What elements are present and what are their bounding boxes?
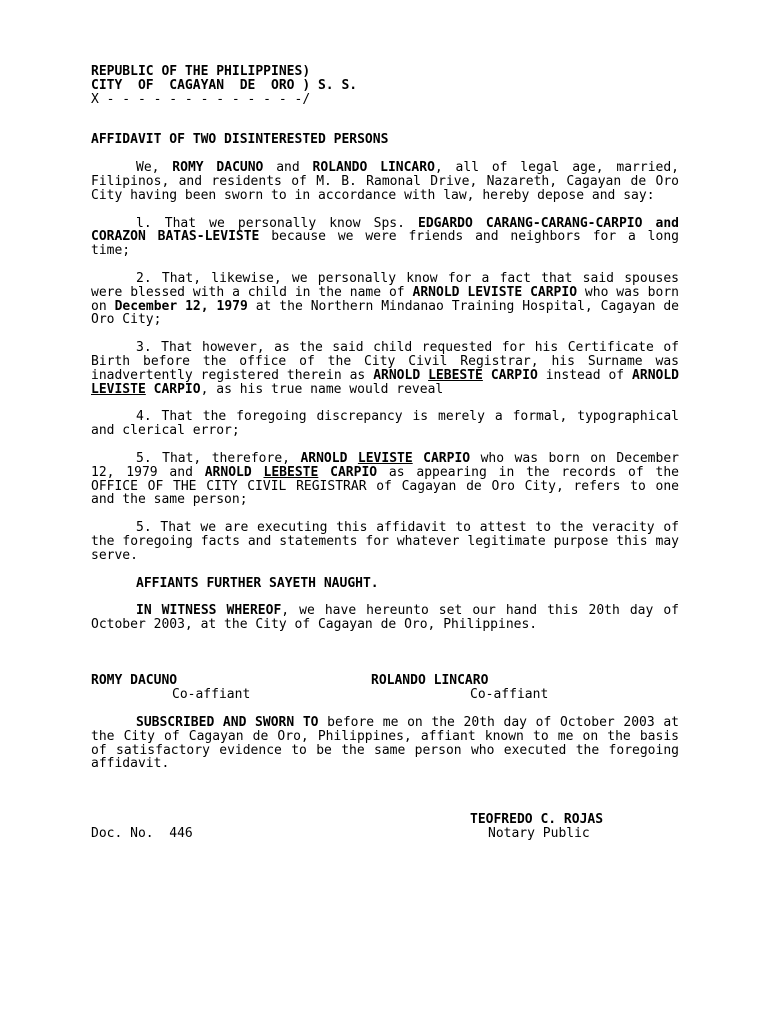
intro-paragraph: We, ROMY DACUNO and ROLANDO LINCARO, all of legal age, married, Filipinos, and residents of M. B. Ramonal Drive, Nazareth, Cagayan de Oro City having been sworn to in accordance with law, hereby depose and say:: [91, 160, 679, 203]
signatory-1-role: Co-affiant: [172, 686, 251, 702]
notary-block: [91, 813, 679, 841]
parents-names: EDGARDO CARANG-CARANG-CARPIO and CORAZON BATAS-LEVISTE: [91, 215, 680, 245]
true-name: ARNOLD LEVISTE CARPIO: [91, 367, 680, 397]
signatory-2-name: ROLANDO LINCARO: [371, 672, 489, 688]
paragraph-5: 5. That, therefore, ARNOLD LEVISTE CARPIO who was born on December 12, 1979 and ARNOLD LEBESTE CARPIO as appearing in the records of the OFFICE OF THE CITY CIVIL REGISTRAR of Cagayan de Oro City, refers to one and the same person;: [91, 450, 679, 508]
registered-name-2: ARNOLD LEBESTE CARPIO: [204, 464, 378, 480]
paragraph-1: l. That we personally know Sps. EDGARDO CARANG-CARANG-CARPIO and CORAZON BATAS-LEVISTE because we were friends and neighbors for a long time;: [91, 215, 680, 259]
notary-name: TEOFREDO C. ROJAS: [470, 812, 604, 828]
paragraph-4: 4. That the foregoing discrepancy is merely a formal, typographical and clerical error;: [91, 409, 679, 439]
header-line-3: X - - - - - - - - - - - - -/: [91, 91, 311, 107]
affiant-name-1: ROMY DACUNO: [172, 160, 264, 176]
document-title: AFFIDAVIT OF TWO DISINTERESTED PERSONS: [91, 132, 389, 148]
notary-title: Notary Public: [488, 826, 590, 842]
signatory-1-name: ROMY DACUNO: [91, 672, 178, 688]
paragraph-3: 3. That however, as the said child requested for his Certificate of Birth before the office of the City Civil Registrar, his Surname was inadvertently registered therein as ARNOLD LEBESTE CARPIO instead of ARNOLD LEVISTE CARPIO, as his true name would reveal: [91, 340, 680, 397]
paragraph-2: 2. That, likewise, we personally know for a fact that said spouses were blessed with a child in the name of ARNOLD LEVISTE CARPIO who was born on December 12, 1979 at the Northern Mindanao Training Hospital, Cagayan de Oro City;: [91, 270, 679, 328]
registered-name: ARNOLD LEBESTE CARPIO: [373, 367, 538, 383]
witness-paragraph: IN WITNESS WHEREOF, we have hereunto set our hand this 20th day of October 2003, at the City of Cagayan de Oro, Philippines.: [91, 603, 679, 633]
signature-block: [91, 674, 679, 702]
signatory-2-role: Co-affiant: [470, 686, 549, 702]
true-name-2: ARNOLD LEVISTE CARPIO: [300, 450, 471, 466]
jurat-paragraph: SUBSCRIBED AND SWORN TO before me on the 20th day of October 2003 at the City of Cagayan de Oro, Philippines, affiant known to me on the basis of satisfactory evidence to be the same person who executed the foregoing affidavit.: [91, 714, 680, 772]
doc-number: Doc. No. 446: [91, 826, 193, 842]
affidavit-body: [91, 65, 679, 841]
header-line-1: REPUBLIC OF THE PHILIPPINES): [91, 64, 311, 79]
header-line-2: CITY OF CAGAYAN DE ORO ) S. S.: [91, 77, 358, 93]
paragraph-6: 5. That we are executing this affidavit to attest to the veracity of the foregoing facts and statements for whatever legitimate purpose this may serve.: [91, 520, 679, 563]
child-name: ARNOLD LEVISTE CARPIO: [412, 284, 578, 300]
further-sayeth: AFFIANTS FURTHER SAYETH NAUGHT.: [136, 575, 379, 591]
birth-date: December 12, 1979: [114, 298, 248, 314]
affiant-name-2: ROLANDO LINCARO: [312, 160, 435, 176]
